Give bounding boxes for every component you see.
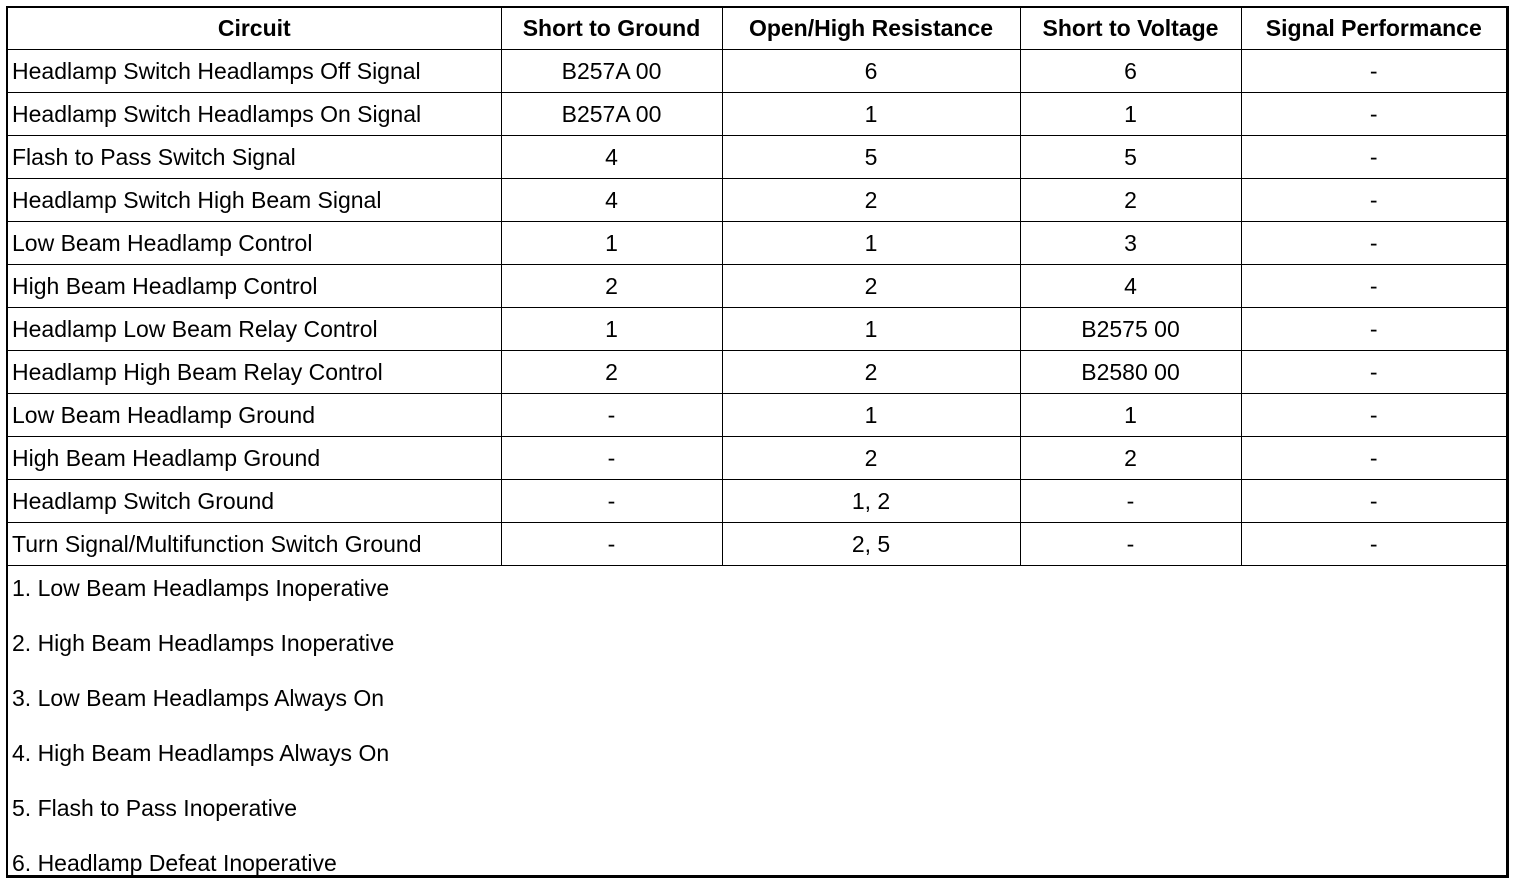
circuit-fault-table (8, 8, 1506, 566)
short-to-ground-cell: B257A 00 (501, 93, 722, 136)
circuit-cell: Low Beam Headlamp Ground (8, 394, 501, 437)
short-to-voltage-cell: 2 (1020, 437, 1241, 480)
table-row (8, 136, 1506, 179)
circuit-cell: High Beam Headlamp Control (8, 265, 501, 308)
circuit-cell: High Beam Headlamp Ground (8, 437, 501, 480)
header-open-high-resistance: Open/High Resistance (722, 8, 1020, 50)
table-row (8, 50, 1506, 93)
open-high-resistance-cell: 1 (722, 222, 1020, 265)
circuit-cell: Headlamp Switch High Beam Signal (8, 179, 501, 222)
circuit-cell: Headlamp Switch Headlamps Off Signal (8, 50, 501, 93)
short-to-voltage-cell: - (1020, 523, 1241, 566)
signal-performance-cell: - (1241, 265, 1506, 308)
circuit-cell: Turn Signal/Multifunction Switch Ground (8, 523, 501, 566)
header-signal-performance: Signal Performance (1241, 8, 1506, 50)
short-to-ground-cell: 4 (501, 179, 722, 222)
symptom-note: 5. Flash to Pass Inoperative (12, 795, 298, 821)
short-to-voltage-cell: - (1020, 480, 1241, 523)
short-to-voltage-cell: B2580 00 (1020, 351, 1241, 394)
table-row (8, 265, 1506, 308)
short-to-ground-cell: - (501, 437, 722, 480)
signal-performance-cell: - (1241, 222, 1506, 265)
symptom-note: 2. High Beam Headlamps Inoperative (12, 630, 395, 656)
table-body (8, 50, 1506, 566)
header-circuit: Circuit (8, 8, 501, 50)
table-row (8, 222, 1506, 265)
short-to-ground-cell: 4 (501, 136, 722, 179)
short-to-voltage-cell: 3 (1020, 222, 1241, 265)
short-to-voltage-cell: 1 (1020, 394, 1241, 437)
open-high-resistance-cell: 2 (722, 351, 1020, 394)
open-high-resistance-cell: 1 (722, 308, 1020, 351)
short-to-ground-cell: - (501, 394, 722, 437)
circuit-cell: Headlamp Low Beam Relay Control (8, 308, 501, 351)
signal-performance-cell: - (1241, 480, 1506, 523)
open-high-resistance-cell: 1 (722, 394, 1020, 437)
signal-performance-cell: - (1241, 50, 1506, 93)
header-short-to-voltage: Short to Voltage (1020, 8, 1241, 50)
symptom-notes-list (8, 566, 1506, 896)
circuit-cell: Headlamp Switch Ground (8, 480, 501, 523)
circuit-cell: Headlamp Switch Headlamps On Signal (8, 93, 501, 136)
table-row (8, 308, 1506, 351)
table-row (8, 523, 1506, 566)
short-to-voltage-cell: 4 (1020, 265, 1241, 308)
short-to-ground-cell: B257A 00 (501, 50, 722, 93)
open-high-resistance-cell: 2 (722, 265, 1020, 308)
short-to-voltage-cell: 1 (1020, 93, 1241, 136)
symptom-note: 6. Headlamp Defeat Inoperative (12, 850, 337, 876)
signal-performance-cell: - (1241, 179, 1506, 222)
open-high-resistance-cell: 2, 5 (722, 523, 1020, 566)
circuit-fault-table-sheet (6, 6, 1509, 878)
signal-performance-cell: - (1241, 136, 1506, 179)
short-to-voltage-cell: 6 (1020, 50, 1241, 93)
signal-performance-cell: - (1241, 523, 1506, 566)
table-row (8, 93, 1506, 136)
table-header-row (8, 8, 1506, 50)
open-high-resistance-cell: 6 (722, 50, 1020, 93)
short-to-ground-cell: - (501, 523, 722, 566)
short-to-voltage-cell: 2 (1020, 179, 1241, 222)
short-to-ground-cell: 2 (501, 351, 722, 394)
signal-performance-cell: - (1241, 437, 1506, 480)
short-to-voltage-cell: 5 (1020, 136, 1241, 179)
table-row (8, 437, 1506, 480)
short-to-ground-cell: 2 (501, 265, 722, 308)
table-row (8, 480, 1506, 523)
circuit-cell: Headlamp High Beam Relay Control (8, 351, 501, 394)
table-row (8, 179, 1506, 222)
table-row (8, 394, 1506, 437)
signal-performance-cell: - (1241, 93, 1506, 136)
open-high-resistance-cell: 2 (722, 179, 1020, 222)
symptom-note: 1. Low Beam Headlamps Inoperative (12, 575, 390, 601)
symptom-note: 4. High Beam Headlamps Always On (12, 740, 390, 766)
open-high-resistance-cell: 5 (722, 136, 1020, 179)
short-to-voltage-cell: B2575 00 (1020, 308, 1241, 351)
circuit-cell: Low Beam Headlamp Control (8, 222, 501, 265)
short-to-ground-cell: 1 (501, 222, 722, 265)
open-high-resistance-cell: 1, 2 (722, 480, 1020, 523)
table-row (8, 351, 1506, 394)
header-short-to-ground: Short to Ground (501, 8, 722, 50)
circuit-cell: Flash to Pass Switch Signal (8, 136, 501, 179)
signal-performance-cell: - (1241, 351, 1506, 394)
signal-performance-cell: - (1241, 394, 1506, 437)
open-high-resistance-cell: 1 (722, 93, 1020, 136)
open-high-resistance-cell: 2 (722, 437, 1020, 480)
signal-performance-cell: - (1241, 308, 1506, 351)
symptom-note: 3. Low Beam Headlamps Always On (12, 685, 385, 711)
short-to-ground-cell: - (501, 480, 722, 523)
short-to-ground-cell: 1 (501, 308, 722, 351)
